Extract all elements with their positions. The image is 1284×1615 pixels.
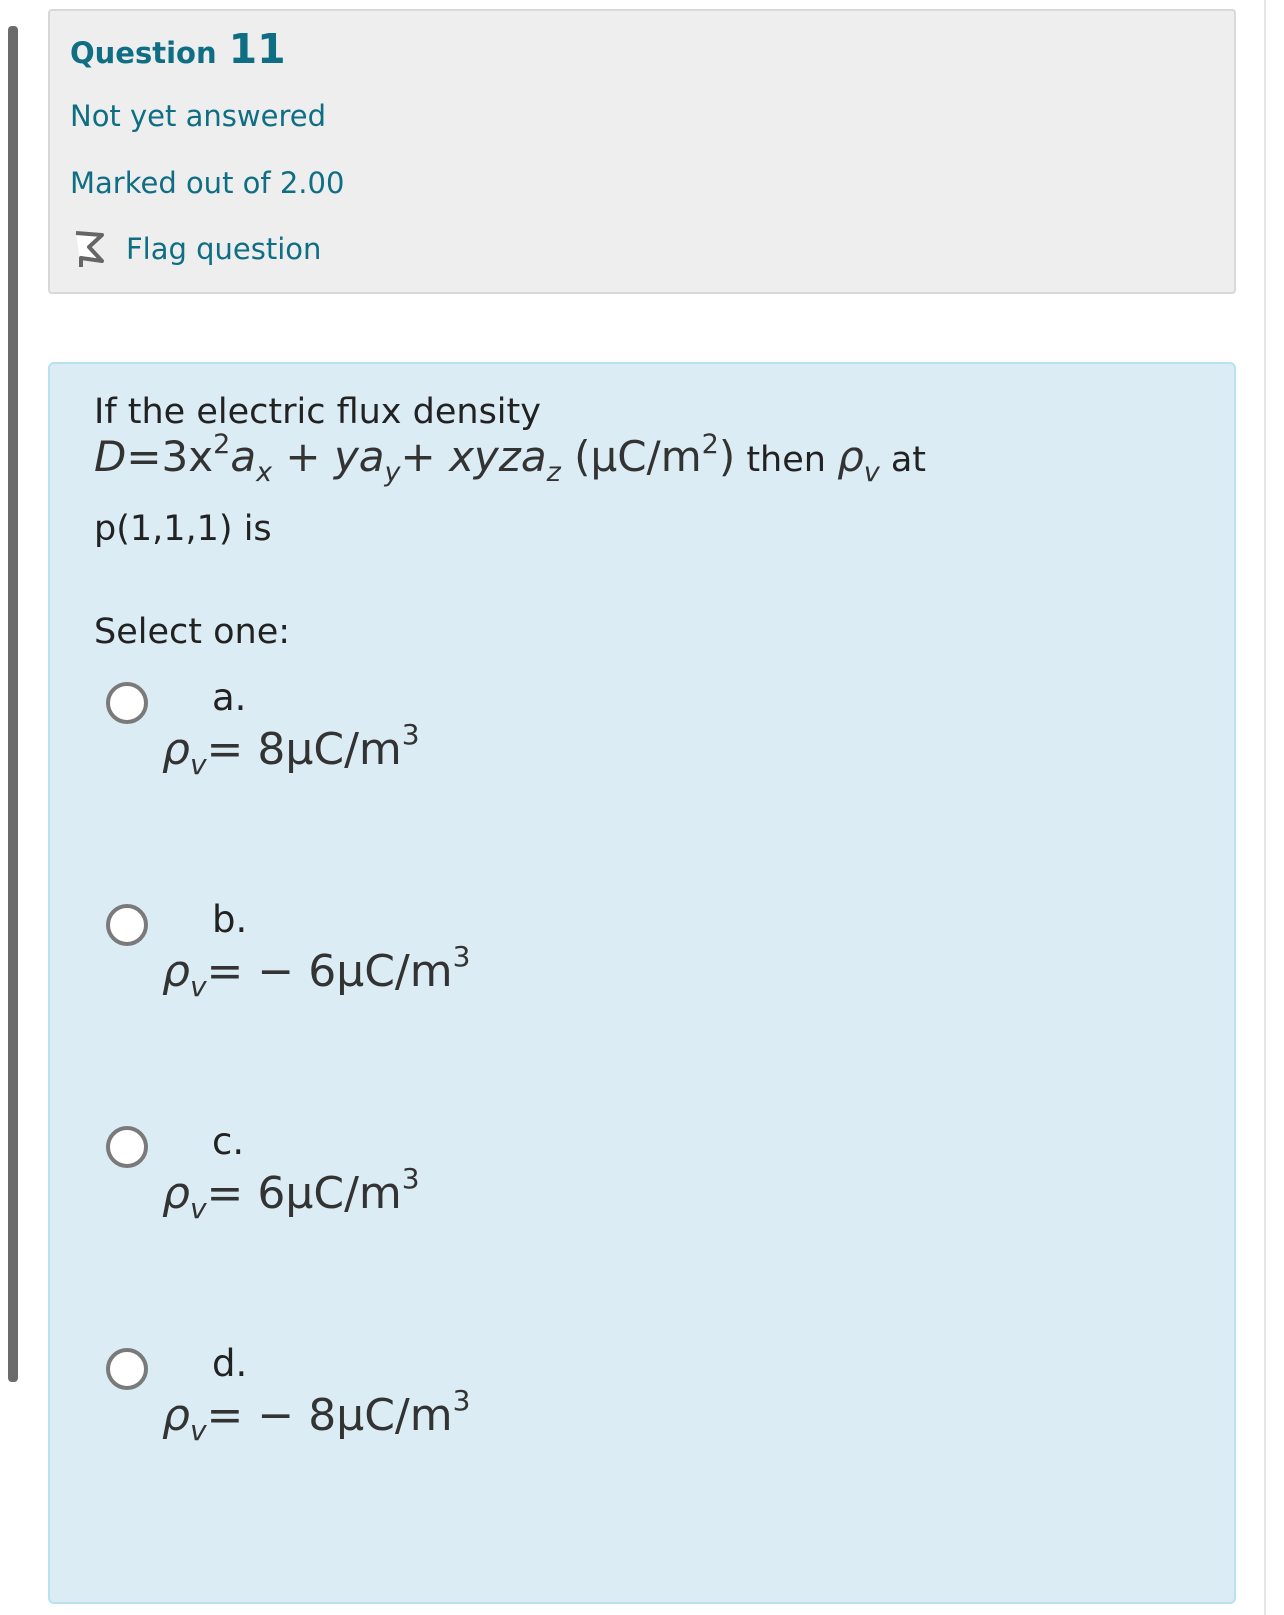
flag-question-link[interactable] xyxy=(72,229,321,269)
question-grade: Marked out of 2.00 xyxy=(70,166,345,200)
option-answer: $\rho_v= 8\mu C/m^3$ xyxy=(162,718,420,781)
flux-density-equation: $D=3x^2a_x + ya_y+$ xyza$_z$ $(\mu C/m^2)$ xyxy=(94,429,736,488)
rho-symbol: $\rho_v$ xyxy=(837,432,880,488)
flag-question-label: Flag question xyxy=(126,232,322,266)
radio-button-b[interactable] xyxy=(106,904,148,946)
question-heading xyxy=(70,25,286,73)
question-number: 11 xyxy=(228,25,286,73)
radio-button-a[interactable] xyxy=(106,682,148,724)
option-letter: b. xyxy=(212,898,248,941)
question-text-line-3: p(1,1,1) is xyxy=(94,509,272,549)
radio-button-c[interactable] xyxy=(106,1126,148,1168)
question-equation-line xyxy=(94,429,927,512)
option-letter: a. xyxy=(212,676,247,719)
answer-option-c[interactable] xyxy=(106,1120,706,1244)
option-answer: $\rho_v= 6\mu C/m^3$ xyxy=(162,1162,420,1225)
answer-option-a[interactable] xyxy=(106,676,706,800)
at-text: at xyxy=(879,440,927,480)
answer-option-b[interactable] xyxy=(106,898,706,1022)
option-letter: d. xyxy=(212,1342,248,1385)
right-divider xyxy=(1264,0,1266,1615)
left-scrollbar[interactable] xyxy=(8,26,18,1382)
flag-icon xyxy=(72,229,106,269)
question-text-line-1: If the electric flux density xyxy=(94,392,541,432)
option-answer: $\rho_v= - 6\mu C/m^3$ xyxy=(162,940,471,1003)
question-info-panel xyxy=(48,9,1236,294)
question-label: Question xyxy=(70,36,217,70)
then-text: then xyxy=(735,440,838,480)
radio-button-d[interactable] xyxy=(106,1348,148,1390)
question-content-panel xyxy=(48,362,1236,1604)
option-letter: c. xyxy=(212,1120,245,1163)
select-one-prompt: Select one: xyxy=(94,612,291,652)
question-state: Not yet answered xyxy=(70,99,326,133)
option-answer: $\rho_v= - 8\mu C/m^3$ xyxy=(162,1384,471,1447)
answer-option-d[interactable] xyxy=(106,1342,706,1466)
